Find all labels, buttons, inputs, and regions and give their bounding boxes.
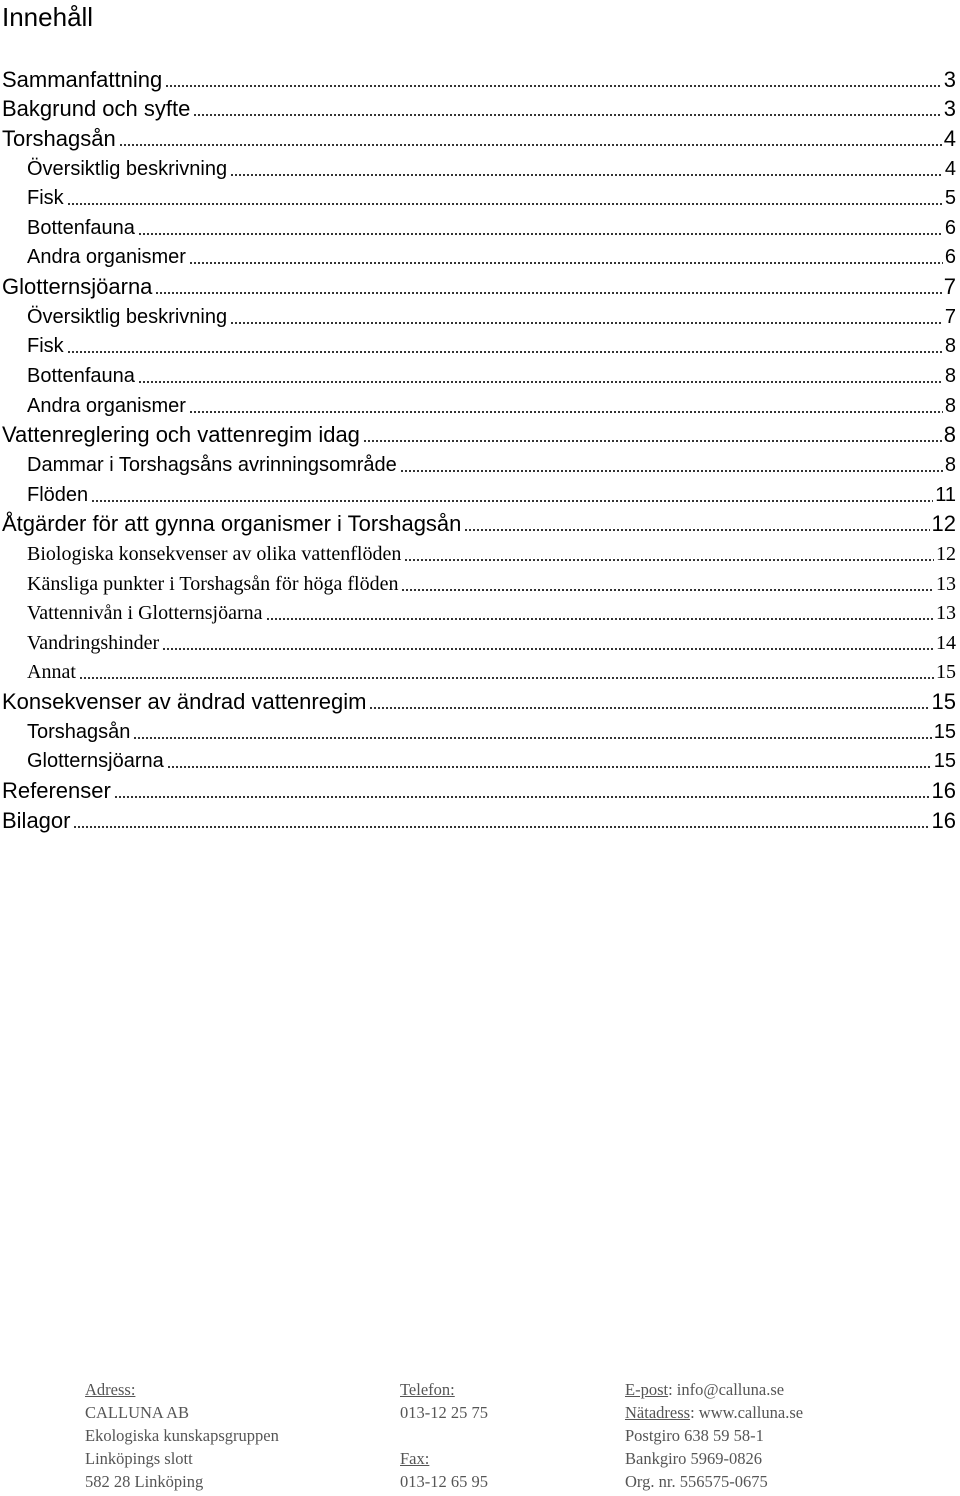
toc-entry-page-number: 12	[936, 542, 956, 565]
toc-entry-label: Vattennivån i Glotternsjöarna	[27, 602, 263, 625]
dot-leader	[67, 203, 943, 205]
toc-entry-label: Översiktlig beskrivning	[27, 305, 228, 328]
dot-leader	[369, 707, 929, 709]
dot-leader	[133, 737, 931, 739]
toc-entry-page-number: 15	[931, 689, 956, 715]
dot-leader	[119, 144, 942, 146]
toc-entry[interactable]	[0, 774, 960, 804]
toc-entry-label: Annat	[27, 661, 76, 684]
toc-entry[interactable]	[0, 537, 960, 567]
toc-entry-page-number: 14	[936, 631, 956, 654]
footer	[0, 1378, 960, 1496]
company-name: CALLUNA AB	[85, 1403, 190, 1422]
toc-entry-page-number: 13	[936, 572, 956, 595]
table-of-contents	[0, 63, 960, 834]
toc-entry[interactable]	[0, 122, 960, 152]
toc-entry-page-number: 4	[944, 157, 956, 180]
dot-leader	[400, 470, 943, 472]
toc-entry[interactable]	[0, 300, 960, 330]
toc-entry-page-number: 8	[944, 335, 956, 358]
dot-leader	[138, 381, 943, 383]
toc-entry-page-number: 13	[936, 602, 956, 625]
toc-entry-page-number: 15	[933, 720, 956, 743]
toc-entry-page-number: 8	[944, 365, 956, 388]
toc-entry[interactable]	[0, 508, 960, 538]
spacer	[400, 1424, 488, 1447]
toc-entry-page-number: 7	[944, 305, 956, 328]
toc-entry-page-number: 16	[931, 807, 956, 833]
toc-entry[interactable]	[0, 656, 960, 686]
dot-leader	[79, 677, 934, 679]
toc-entry-label: Åtgärder för att gynna organismer i Torshagsån	[2, 511, 462, 537]
company-group: Ekologiska kunskapsgruppen	[85, 1426, 279, 1445]
toc-entry-label: Sammanfattning	[2, 66, 163, 92]
toc-entry-label: Glotternsjöarna	[2, 274, 153, 300]
dot-leader	[404, 559, 934, 561]
toc-entry[interactable]	[0, 330, 960, 360]
toc-entry-page-number: 3	[943, 66, 956, 92]
toc-entry-page-number: 15	[933, 750, 956, 773]
email-heading: E-post	[625, 1380, 669, 1399]
postgiro: Postgiro 638 59 58-1	[625, 1426, 764, 1445]
toc-entry[interactable]	[0, 270, 960, 300]
dot-leader	[230, 174, 943, 176]
toc-entry-page-number: 8	[944, 394, 956, 417]
toc-entry-label: Fisk	[27, 187, 64, 210]
toc-entry[interactable]	[0, 93, 960, 123]
toc-entry-label: Vandringshinder	[27, 631, 160, 654]
toc-entry[interactable]	[0, 389, 960, 419]
dot-leader	[155, 292, 941, 294]
toc-entry-label: Torshagsån	[2, 125, 116, 151]
toc-entry-page-number: 5	[944, 187, 956, 210]
toc-entry-label: Flöden	[27, 483, 89, 506]
dot-leader	[189, 262, 943, 264]
dot-leader	[189, 411, 943, 413]
toc-entry-label: Översiktlig beskrivning	[27, 157, 228, 180]
toc-entry[interactable]	[0, 152, 960, 182]
dot-leader	[138, 233, 943, 235]
footer-address-column	[85, 1378, 279, 1493]
toc-entry-label: Vattenreglering och vattenregim idag	[2, 422, 360, 448]
bankgiro: Bankgiro 5969-0826	[625, 1449, 763, 1468]
fax-number: 013-12 65 95	[400, 1472, 488, 1491]
dot-leader	[363, 440, 942, 442]
toc-entry[interactable]	[0, 626, 960, 656]
toc-entry[interactable]	[0, 419, 960, 449]
toc-entry-label: Andra organismer	[27, 246, 186, 269]
toc-entry-label: Känsliga punkter i Torshagsån för höga flöden	[27, 572, 399, 595]
web-heading: Nätadress	[625, 1403, 691, 1422]
phone-number: 013-12 25 75	[400, 1403, 488, 1422]
toc-entry[interactable]	[0, 182, 960, 212]
toc-entry-label: Bakgrund och syfte	[2, 96, 191, 122]
fax-heading: Fax:	[400, 1449, 430, 1468]
toc-entry-label: Konsekvenser av ändrad vattenregim	[2, 689, 367, 715]
toc-entry[interactable]	[0, 241, 960, 271]
toc-entry[interactable]	[0, 63, 960, 93]
web-line	[625, 1401, 803, 1424]
dot-leader	[167, 766, 932, 768]
toc-entry-label: Referenser	[2, 778, 111, 804]
dot-leader	[266, 618, 935, 620]
toc-entry-page-number: 16	[931, 778, 956, 804]
footer-contact-column	[625, 1378, 803, 1493]
toc-entry-label: Glotternsjöarna	[27, 750, 164, 773]
toc-entry-label: Dammar i Torshagsåns avrinningsområde	[27, 453, 397, 476]
toc-entry[interactable]	[0, 597, 960, 627]
toc-entry-page-number: 6	[944, 216, 956, 239]
footer-phone-column	[400, 1378, 488, 1493]
toc-entry[interactable]	[0, 478, 960, 508]
toc-entry-page-number: 6	[944, 246, 956, 269]
toc-entry[interactable]	[0, 685, 960, 715]
toc-entry-label: Fisk	[27, 335, 64, 358]
phone-heading: Telefon:	[400, 1380, 455, 1399]
toc-entry-label: Bottenfauna	[27, 365, 135, 388]
address-postal: 582 28 Linköping	[85, 1472, 204, 1491]
dot-leader	[464, 529, 929, 531]
dot-leader	[193, 114, 941, 116]
dot-leader	[114, 796, 930, 798]
toc-entry[interactable]	[0, 359, 960, 389]
toc-entry[interactable]	[0, 448, 960, 478]
web-address[interactable]: : www.calluna.se	[690, 1403, 804, 1422]
email-address[interactable]: : info@calluna.se	[668, 1380, 785, 1399]
toc-entry[interactable]	[0, 567, 960, 597]
toc-entry-page-number: 12	[931, 511, 956, 537]
toc-entry[interactable]	[0, 211, 960, 241]
email-line	[625, 1378, 803, 1401]
toc-entry-label: Andra organismer	[27, 394, 186, 417]
dot-leader	[165, 85, 942, 87]
dot-leader	[230, 322, 943, 324]
dot-leader	[162, 648, 934, 650]
toc-entry[interactable]	[0, 715, 960, 745]
dot-leader	[73, 826, 929, 828]
toc-entry-page-number: 4	[943, 125, 956, 151]
toc-entry-label: Bilagor	[2, 807, 71, 833]
toc-entry-page-number: 15	[936, 661, 956, 684]
toc-entry-label: Bottenfauna	[27, 216, 135, 239]
toc-entry-label: Biologiska konsekvenser av olika vattenflöden	[27, 542, 402, 565]
toc-entry[interactable]	[0, 804, 960, 834]
address-heading: Adress:	[85, 1380, 136, 1399]
org-number: Org. nr. 556575-0675	[625, 1472, 768, 1491]
toc-entry-page-number: 11	[935, 483, 956, 506]
toc-entry[interactable]	[0, 745, 960, 775]
dot-leader	[401, 589, 934, 591]
toc-entry-page-number: 7	[943, 274, 956, 300]
toc-entry-page-number: 8	[944, 453, 956, 476]
dot-leader	[91, 500, 933, 502]
dot-leader	[67, 351, 943, 353]
address-place: Linköpings slott	[85, 1449, 193, 1468]
toc-entry-page-number: 3	[943, 96, 956, 122]
page-title: Innehåll	[2, 2, 94, 32]
toc-entry-label: Torshagsån	[27, 720, 131, 743]
toc-entry-page-number: 8	[943, 422, 956, 448]
